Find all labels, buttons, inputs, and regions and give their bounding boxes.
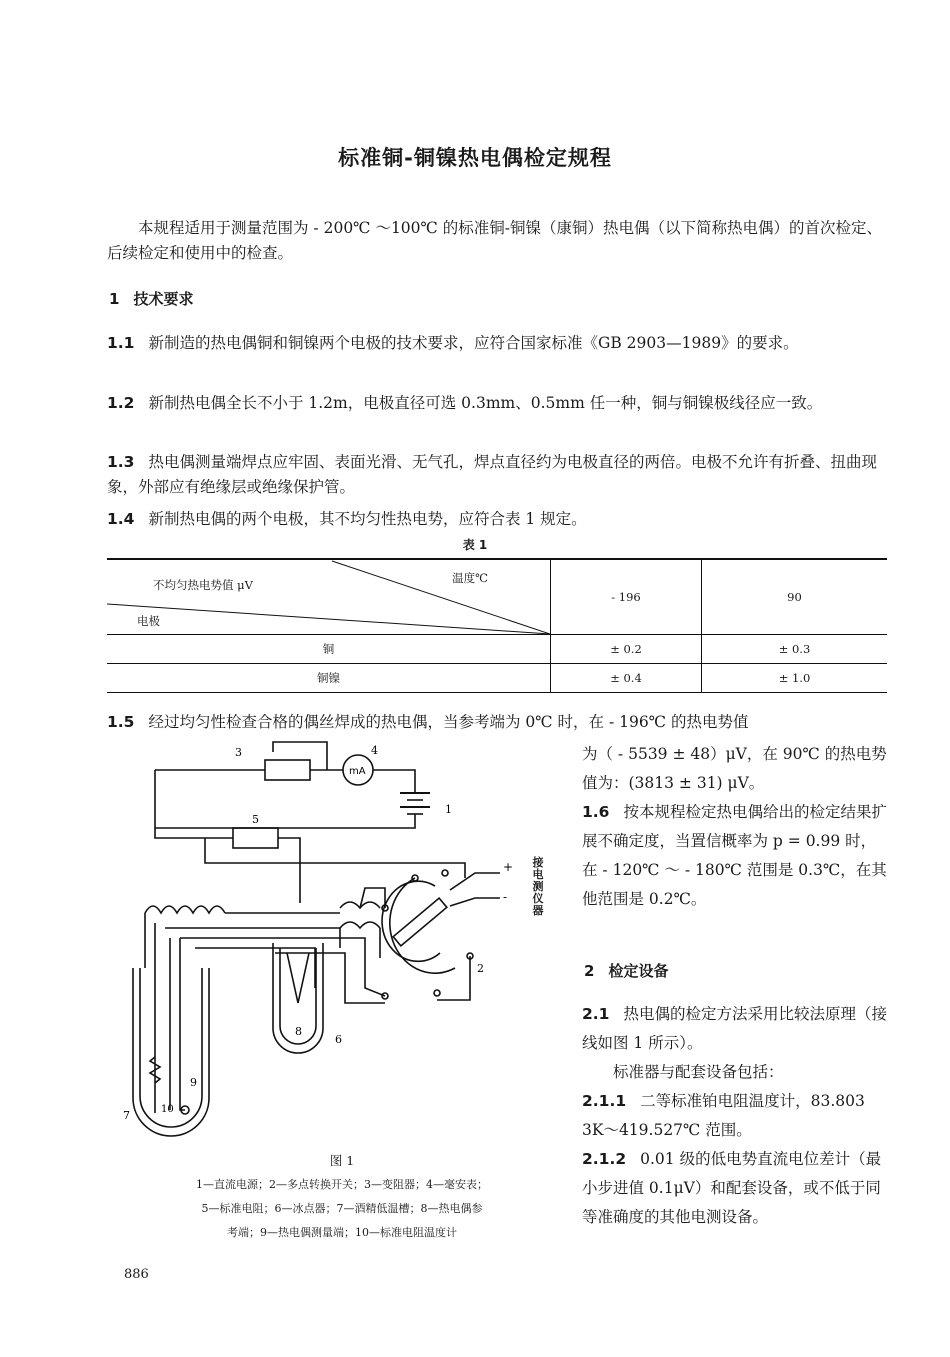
clause-1-3 xyxy=(107,450,889,500)
clause-1-2 xyxy=(107,391,889,416)
intro-paragraph: 本规程适用于测量范围为 - 200℃ ～100℃ 的标准铜-铜镍（康铜）热电偶（以下简称热电偶）的首次检定、后续检定和使用中的检查。 xyxy=(107,219,883,262)
clause-2-1 xyxy=(582,1000,890,1058)
switch-arm xyxy=(393,898,447,946)
fig-label-1: 1 xyxy=(445,803,452,816)
equipment-intro: 标准器与配套设备包括： xyxy=(613,1063,784,1081)
clause-number: 1.3 xyxy=(107,453,135,471)
section-2-heading xyxy=(584,960,668,981)
header-electrode: 电极 xyxy=(137,614,160,628)
clause-text: 热电偶的检定方法采用比较法原理（接线如图 1 所示）。 xyxy=(582,1005,887,1052)
figure-caption: 图 1 xyxy=(329,1153,355,1168)
clause-2-1-1 xyxy=(582,1087,890,1145)
clause-text: 新制造的热电偶铜和铜镍两个电极的技术要求，应符合国家标准《GB 2903—1989》的要求。 xyxy=(148,334,799,352)
row-value-2: ± 0.3 xyxy=(702,635,888,664)
diagonal-header-cell xyxy=(107,559,551,635)
section-title: 技术要求 xyxy=(133,290,194,308)
fig-label-2: 2 xyxy=(477,962,484,975)
row-electrode-name: 铜镍 xyxy=(107,664,551,693)
fig-label-8: 8 xyxy=(295,1025,302,1038)
fig-label-6: 6 xyxy=(335,1033,342,1046)
fig-label-10: 10 xyxy=(161,1104,174,1115)
clause-number: 2.1 xyxy=(582,1005,610,1023)
fig-label-9: 9 xyxy=(190,1076,197,1089)
clause-1-6 xyxy=(582,798,890,914)
clause-number: 1.6 xyxy=(582,803,610,821)
clause-number: 1.2 xyxy=(107,394,135,412)
clause-number: 1.5 xyxy=(107,713,135,731)
section-1-heading xyxy=(109,288,193,309)
section-number: 1 xyxy=(109,290,120,308)
header-col-90: 90 xyxy=(702,559,888,635)
ma-label: mA xyxy=(349,766,366,777)
clause-number: 1.4 xyxy=(107,510,135,528)
rotary-switch-arc xyxy=(390,878,455,973)
clause-number: 1.1 xyxy=(107,334,135,352)
section-title: 检定设备 xyxy=(608,962,669,980)
page-number: 886 xyxy=(124,1267,149,1282)
clause-text: 新制热电偶的两个电极，其不均匀性热电势，应符合表 1 规定。 xyxy=(148,510,587,528)
clause-text: 新制热电偶全长不小于 1.2m，电极直径可选 0.3mm、0.5mm 任一种，铜与铜镍极线径应一致。 xyxy=(148,394,823,412)
section-number: 2 xyxy=(584,962,595,980)
clause-1-1 xyxy=(107,331,889,356)
clause-text: 二等标准铂电阻温度计，83.803 3K～419.527℃ 范围。 xyxy=(582,1092,865,1139)
fig-label-3: 3 xyxy=(235,746,242,759)
row-value-2: ± 1.0 xyxy=(702,664,888,693)
table-1 xyxy=(107,558,887,693)
page-title: 标准铜-铜镍热电偶检定规程 xyxy=(338,146,612,170)
rheostat-3 xyxy=(265,760,310,780)
header-temperature: 温度℃ xyxy=(452,571,488,585)
clause-number: 2.1.1 xyxy=(582,1092,627,1110)
clause-1-5-continued: 为（ - 5539 ± 48）μV，在 90℃ 的热电势值为：(3813 ± 31) μV。 xyxy=(582,745,887,792)
minus-terminal: - xyxy=(503,890,508,904)
row-value-1: ± 0.4 xyxy=(551,664,702,693)
row-electrode-name: 铜 xyxy=(107,635,551,664)
circuit-wires xyxy=(133,742,500,1136)
clause-text: 热电偶测量端焊点应牢固、表面光滑、无气孔，焊点直径约为电极直径的两倍。电极不允许有折叠、扭曲现象，外部应有绝缘层或绝缘保护管。 xyxy=(107,453,877,496)
header-value: 不均匀热电势值 μV xyxy=(153,578,253,592)
table-row xyxy=(107,635,887,664)
figure-1-circuit-diagram xyxy=(115,738,535,1138)
figure-legend-line-3: 考端；9—热电偶测量端；10—标准电阻温度计 xyxy=(227,1226,457,1239)
clause-text: 经过均匀性检查合格的偶丝焊成的热电偶，当参考端为 0℃ 时，在 - 196℃ 的热电势值 xyxy=(148,713,749,731)
clause-text: 0.01 级的低电势直流电位差计（最小步进值 0.1μV）和配套设备，或不低于同等准确度的其他电测设备。 xyxy=(582,1150,882,1226)
fig-label-5: 5 xyxy=(252,813,259,826)
header-col-minus196: - 196 xyxy=(551,559,702,635)
clause-text: 按本规程检定热电偶给出的检定结果扩展不确定度，当置信概率为 p = 0.99 时，在 - 120℃ ～ - 180℃ 范围是 0.3℃，在其他范围是 0.2℃。 xyxy=(582,803,887,908)
figure-legend-line-2: 5—标准电阻；6—冰点器；7—酒精低温槽；8—热电偶参 xyxy=(201,1202,483,1215)
clause-2-1-2 xyxy=(582,1145,890,1232)
fig-label-7: 7 xyxy=(123,1109,130,1122)
standard-resistor-5 xyxy=(233,828,278,848)
plus-terminal: + xyxy=(503,860,514,874)
meter-connection-label: 接电测仪器 xyxy=(532,856,544,917)
row-value-1: ± 0.2 xyxy=(551,635,702,664)
fig-label-4: 4 xyxy=(371,744,378,757)
clause-1-5 xyxy=(107,710,897,735)
clause-1-4 xyxy=(107,507,889,532)
table-row xyxy=(107,664,887,693)
figure-legend-line-1: 1—直流电源；2—多点转换开关；3—变阻器；4—毫安表； xyxy=(196,1178,488,1191)
clause-number: 2.1.2 xyxy=(582,1150,627,1168)
table-header-row xyxy=(107,559,887,635)
table-1-title: 表 1 xyxy=(462,538,488,552)
